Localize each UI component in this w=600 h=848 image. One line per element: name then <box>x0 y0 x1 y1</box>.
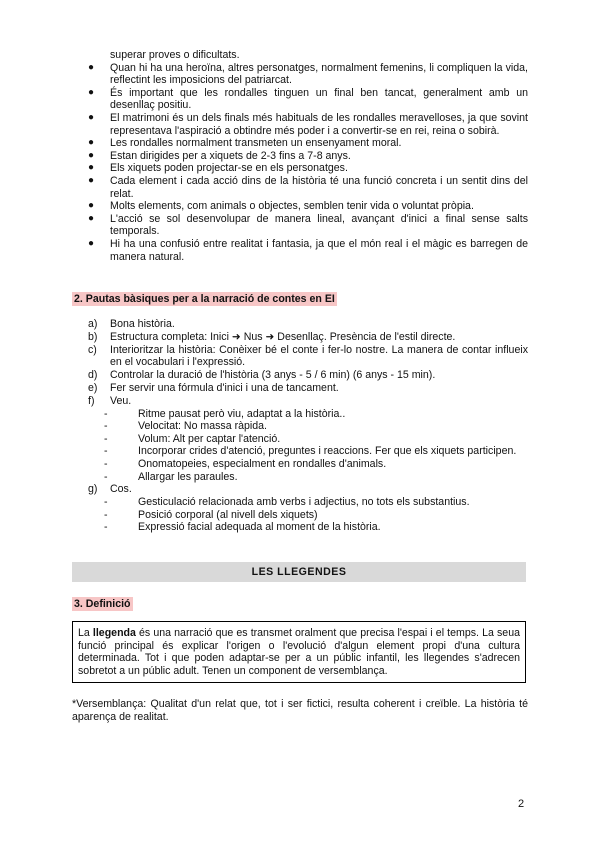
bullet-icon: ● <box>88 212 95 224</box>
rondalles-bullet-list <box>72 49 528 263</box>
bullet-icon: ● <box>88 149 95 161</box>
sub-item <box>104 521 528 534</box>
bullet-text: Els xiquets poden projectar-se en els personatges. <box>110 162 348 175</box>
lettered-item <box>88 483 528 496</box>
dash-icon: - <box>104 420 108 433</box>
bullet-icon: ● <box>88 86 95 98</box>
bullet-text: Molts elements, com animals o objectes, semblen tenir vida o voluntat pròpia. <box>110 200 474 213</box>
bullet-item <box>72 112 528 137</box>
veu_items-sublist <box>104 408 528 484</box>
dash-icon: - <box>104 432 108 445</box>
lettered-item <box>88 318 528 331</box>
sub-item-text: Gesticulació relacionada amb verbs i adjectius, no tots els substantius. <box>138 495 470 508</box>
item-letter: g) <box>88 483 98 496</box>
bullet-item <box>72 238 528 263</box>
sub-item <box>104 496 528 509</box>
definition-term: llegenda <box>92 627 136 639</box>
definition-pre: La <box>78 627 93 639</box>
dash-icon: - <box>104 407 108 420</box>
sub-item-text: Posició corporal (al nivell dels xiquets) <box>138 508 318 521</box>
cos_items-sublist <box>104 496 528 534</box>
bullet-icon: ● <box>88 111 95 123</box>
bullet-text: Hi ha una confusió entre realitat i fantasia, ja que el món real i el màgic es barregen de manera natural. <box>110 237 528 263</box>
sub-item-text: Volum: Alt per captar l'atenció. <box>138 432 281 445</box>
item-letter: e) <box>88 381 98 394</box>
bullet-icon: ● <box>88 200 95 212</box>
lettered-item <box>88 395 528 408</box>
bullet-item <box>72 49 528 62</box>
bullet-icon: ● <box>88 237 95 249</box>
definition-text: és una narració que es transmet oralment que precisa l'espai i el temps. La seua funció principal és explicar l'origen o l'evolució d'algun element propi d'una cultura determinada. Tot i que poden adaptar-se per a un públic infantil, les llegendes s'adrecen sobretot a un públic adult. Tenen un component de versemblança. <box>78 627 520 677</box>
dash-icon: - <box>104 470 108 483</box>
bullet-item <box>72 213 528 238</box>
bullet-item <box>72 87 528 112</box>
bullet-text: Quan hi ha una heroïna, altres personatges, normalment femenins, li compliquen la vida, reflectint les imposicions del patriarcat. <box>110 61 528 87</box>
item-letter: f) <box>88 394 95 407</box>
lettered-item <box>88 369 528 382</box>
bullet-text: superar proves o dificultats. <box>110 49 240 61</box>
pautas-list <box>88 318 528 534</box>
item-letter: b) <box>88 330 98 343</box>
lettered-item <box>88 382 528 395</box>
lettered-item <box>88 331 528 344</box>
bullet-icon: ● <box>88 61 95 73</box>
bullet-item <box>72 200 528 213</box>
sub-item <box>104 408 528 421</box>
item-text: Controlar la duració de l'història (3 anys - 5 / 6 min) (6 anys - 15 min). <box>110 369 436 382</box>
bullet-item <box>72 162 528 175</box>
item-letter: a) <box>88 318 98 330</box>
bullet-item <box>72 137 528 150</box>
bullet-item <box>72 62 528 87</box>
sub-item-text: Velocitat: No massa ràpida. <box>138 420 267 433</box>
sub-item-text: Onomatopeies, especialment en rondalles d'animals. <box>138 457 387 470</box>
section-2-heading: 2. Pautas bàsiques per a la narració de contes en EI <box>74 293 335 305</box>
footnote: *Versemblança: Qualitat d'un relat que, tot i ser fictici, resulta coherent i creïble. La història té aparença de realitat. <box>72 698 528 723</box>
sub-item-text: Expressió facial adequada al moment de la història. <box>138 521 381 534</box>
dash-icon: - <box>104 445 108 458</box>
sub-item <box>104 445 528 458</box>
sub-item <box>104 471 528 484</box>
sub-item <box>104 420 528 433</box>
lettered-item <box>88 344 528 370</box>
bullet-item <box>72 175 528 200</box>
item-text: Estructura completa: Inici ➜ Nus ➜ Desenllaç. Presència de l'estil directe. <box>110 330 456 343</box>
bullet-text: Estan dirigides per a xiquets de 2-3 fins a 7-8 anys. <box>110 149 351 162</box>
item-letter: c) <box>88 343 97 356</box>
sub-item-text: Ritme pausat però viu, adaptat a la història.. <box>138 407 346 420</box>
dash-icon: - <box>104 521 108 534</box>
item-text: Interioritzar la història: Conèixer bé el conte i fer-lo nostre. La manera de contar influeix en el vocabulari i l'expressió. <box>110 343 528 369</box>
bullet-icon: ● <box>88 162 95 174</box>
sub-item-text: Incorporar crides d'atenció, preguntes i reaccions. Fer que els xiquets participen. <box>138 445 517 458</box>
item-text: Fer servir una fórmula d'inici i una de tancament. <box>110 381 339 394</box>
bullet-text: És important que les rondalles tinguen un final ben tancat, generalment amb un desenllaç positiu. <box>110 86 528 112</box>
dash-icon: - <box>104 495 108 508</box>
page-number: 2 <box>518 798 525 810</box>
section-banner: LES LLEGENDES <box>72 562 526 582</box>
bullet-text: El matrimoni és un dels finals més habituals de les rondalles meravelloses, ja que sovint representava l'aspiració a obtindre més poder i a convertir-se en rei, reina o sobirà. <box>110 111 528 137</box>
bullet-text: Les rondalles normalment transmeten un ensenyament moral. <box>110 137 402 150</box>
definition-box <box>72 621 526 683</box>
bullet-item <box>72 150 528 163</box>
bullet-icon: ● <box>88 174 95 186</box>
item-text: Cos. <box>110 483 132 496</box>
bullet-text: L'acció se sol desenvolupar de manera lineal, avançant d'inici a final sense salts temporals. <box>110 212 528 238</box>
sub-item-text: Allargar les paraules. <box>138 470 238 483</box>
item-text: Bona història. <box>110 318 175 330</box>
sub-item <box>104 509 528 522</box>
dash-icon: - <box>104 508 108 521</box>
bullet-text: Cada element i cada acció dins de la història té una funció concreta i un sentit dins del relat. <box>110 174 528 200</box>
item-letter: d) <box>88 369 98 382</box>
sub-item <box>104 458 528 471</box>
section-3-heading: 3. Definició <box>74 598 131 610</box>
dash-icon: - <box>104 457 108 470</box>
bullet-icon: ● <box>88 137 95 149</box>
item-text: Veu. <box>110 394 132 407</box>
sub-item <box>104 433 528 446</box>
